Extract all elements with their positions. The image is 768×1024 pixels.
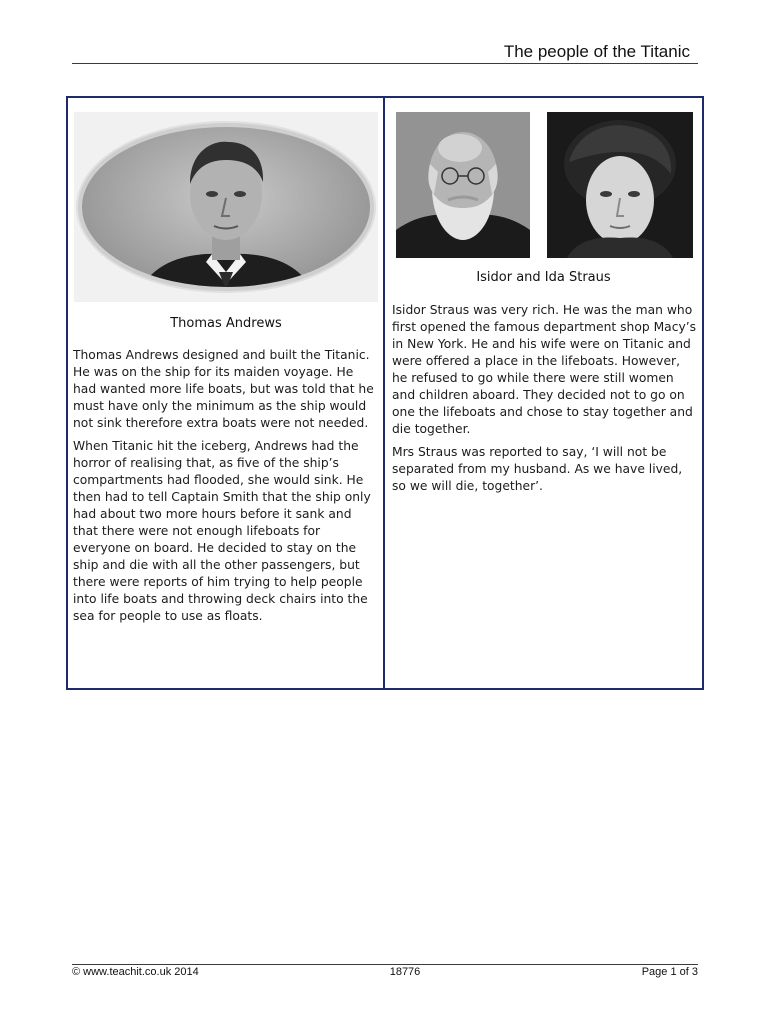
paragraph: Thomas Andrews designed and built the Titanic. He was on the ship for its maiden voyage. He had wanted more life boats, but was told that he must have only the minimum as the ship would not sink therefore extra boats were not needed. xyxy=(73,348,374,430)
straus-caption: Isidor and Ida Straus xyxy=(476,270,611,285)
isidor-straus-photo xyxy=(396,112,530,258)
copyright-text: © www.teachit.co.uk 2014 xyxy=(72,966,199,978)
header-divider xyxy=(72,63,698,64)
thomas-andrews-panel xyxy=(66,96,386,690)
thomas-andrews-photo xyxy=(74,112,378,302)
page-title: The people of the Titanic xyxy=(503,42,690,61)
straus-text xyxy=(392,302,698,501)
paragraph: Isidor Straus was very rich. He was the man who first opened the famous department shop Macy’s in New York. He and his wife were on Titanic and were offered a place in the lifeboats. However, he refused to go while there were still women and children aboard. They decided not to go on one the lifeboats and chose to stay together and die together. xyxy=(392,303,697,436)
page-number: Page 1 of 3 xyxy=(641,966,698,978)
thomas-andrews-text xyxy=(73,347,379,631)
paragraph: Mrs Straus was reported to say, ‘I will not be separated from my husband. As we have lived, so we will die, together’. xyxy=(392,445,683,493)
document-number: 18776 xyxy=(389,966,421,978)
straus-panel xyxy=(383,96,704,690)
footer-divider xyxy=(72,964,698,965)
paragraph: When Titanic hit the iceberg, Andrews had the horror of realising that, as five of the ship’s compartments had flooded, she would sink. He then had to tell Captain Smith that the ship only had about two more hours before it sank and that there were not enough lifeboats for everyone on board. He decided to stay on the ship and die with all the other passengers, but there were reports of him trying to help people into life boats and throwing deck chairs into the sea for people to use as floats. xyxy=(73,439,371,623)
thomas-andrews-caption: Thomas Andrews xyxy=(170,316,282,331)
ida-straus-photo xyxy=(547,112,693,258)
